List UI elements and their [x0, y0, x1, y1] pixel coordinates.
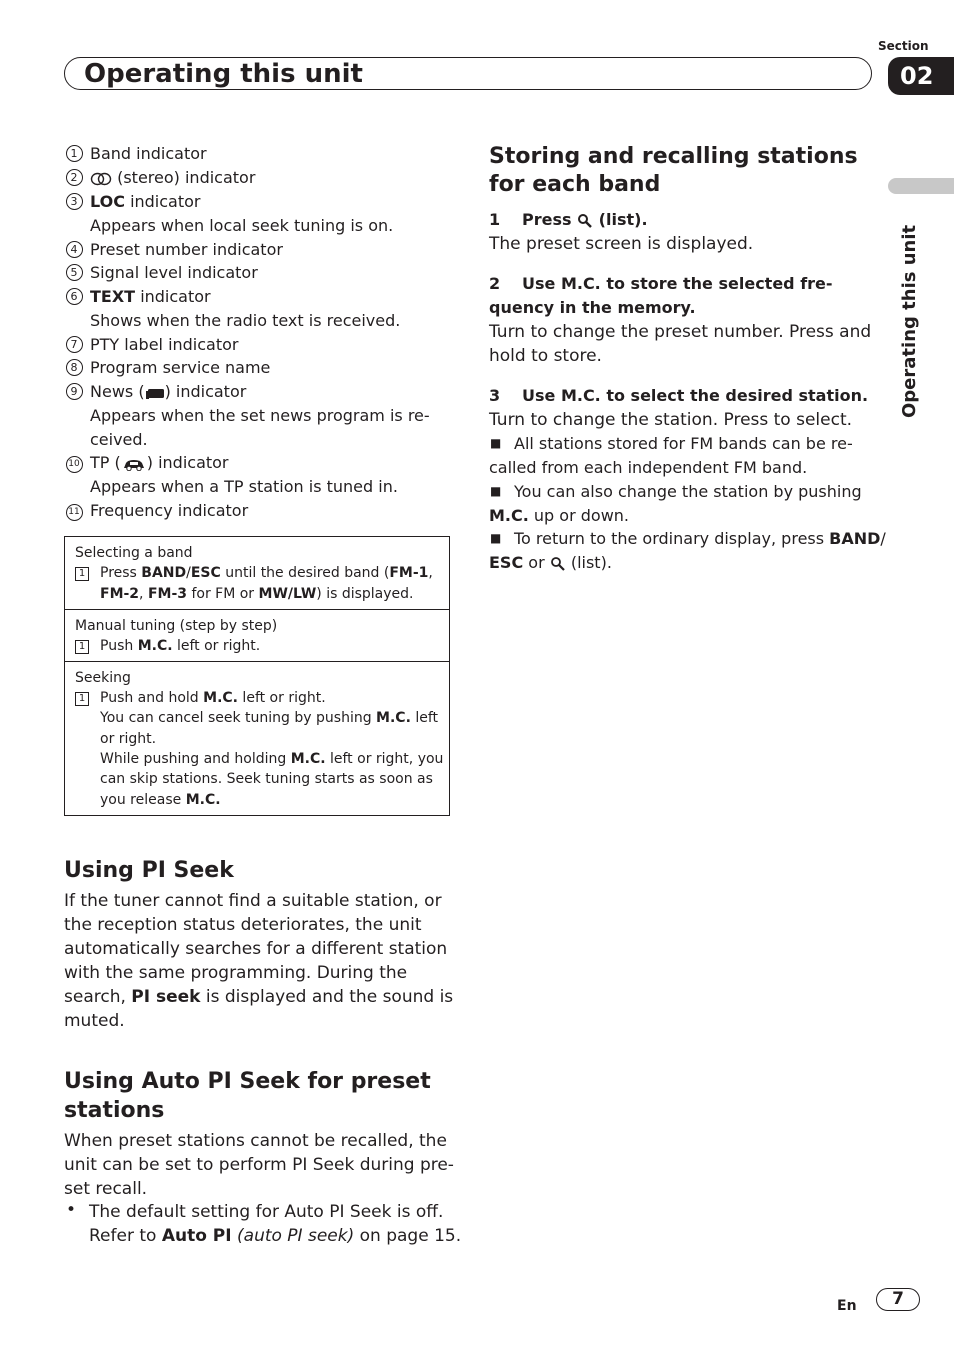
item-number: 6 — [66, 288, 83, 305]
box-section-title: Manual tuning (step by step) — [75, 618, 278, 634]
item-text: Frequency indicator — [90, 501, 249, 520]
item-text: indicator — [130, 192, 201, 211]
item-number: 9 — [66, 383, 83, 400]
search-icon — [550, 556, 566, 572]
heading-pi-seek: Using PI Seek — [64, 858, 234, 883]
item-text: (stereo) indicator — [117, 168, 256, 187]
item-bold: LOC — [90, 192, 125, 211]
item-number: 2 — [66, 169, 83, 186]
bullet-dot: • — [66, 1200, 77, 1220]
page-title: Operating this unit — [84, 59, 363, 89]
item-text: Band indicator — [90, 144, 207, 163]
step-number: 1 — [75, 567, 89, 581]
item-text: Preset number indicator — [90, 240, 283, 259]
item-number: 10 — [66, 456, 83, 473]
box-section-manual-tuning: Manual tuning (step by step) 1 Push M.C. left or right. — [65, 609, 449, 661]
step-number: 1 — [75, 692, 89, 706]
box-section-title: Selecting a band — [75, 545, 193, 561]
item-number: 11 — [66, 504, 83, 521]
square-bullet: ■ — [490, 436, 502, 450]
heading-storing-2: for each band — [489, 172, 661, 197]
tp-car-icon — [121, 457, 147, 471]
side-tab-marker — [888, 178, 954, 194]
item-text: Signal level indicator — [90, 263, 258, 282]
section-label: Section — [878, 39, 929, 53]
box-section-selecting-band: Selecting a band 1 Press BAND/ESC until the desired band (FM-1, FM-2, FM-3 for FM or MW/LW) is displayed. — [75, 545, 433, 602]
item-text: Program service name — [90, 358, 271, 377]
item-number: 7 — [66, 336, 83, 353]
operation-box — [64, 536, 450, 816]
item-text: indicator — [140, 287, 211, 306]
language-label: En — [837, 1298, 857, 1314]
step-number: 1 — [75, 640, 89, 654]
heading-auto-pi-seek-1: Using Auto PI Seek for preset — [64, 1069, 431, 1094]
item-number: 1 — [66, 145, 83, 162]
heading-auto-pi-seek-2: stations — [64, 1098, 165, 1123]
item-number: 5 — [66, 264, 83, 281]
side-tab-label: Operating this unit — [899, 224, 920, 418]
page-number: 7 — [876, 1288, 920, 1311]
stereo-icon — [90, 172, 112, 186]
search-icon — [577, 213, 593, 229]
box-section-seeking: Seeking 1 Push and hold M.C. left or right. You can cancel seek tuning by pushing M.C. left or right. While pushing and holding M.C. left or right, you can skip stations. Seek tuning starts as soon as you release M.C. — [65, 661, 449, 815]
item-bold: TEXT — [90, 287, 136, 306]
item-number: 4 — [66, 241, 83, 258]
square-bullet: ■ — [490, 484, 502, 498]
square-bullet: ■ — [490, 531, 502, 545]
box-section-title: Seeking — [75, 670, 131, 686]
item-number: 8 — [66, 359, 83, 376]
section-number-badge: 02 — [888, 57, 954, 95]
heading-storing-1: Storing and recalling stations — [489, 144, 858, 169]
news-icon — [145, 386, 165, 400]
item-text: PTY label indicator — [90, 335, 239, 354]
item-number: 3 — [66, 193, 83, 210]
